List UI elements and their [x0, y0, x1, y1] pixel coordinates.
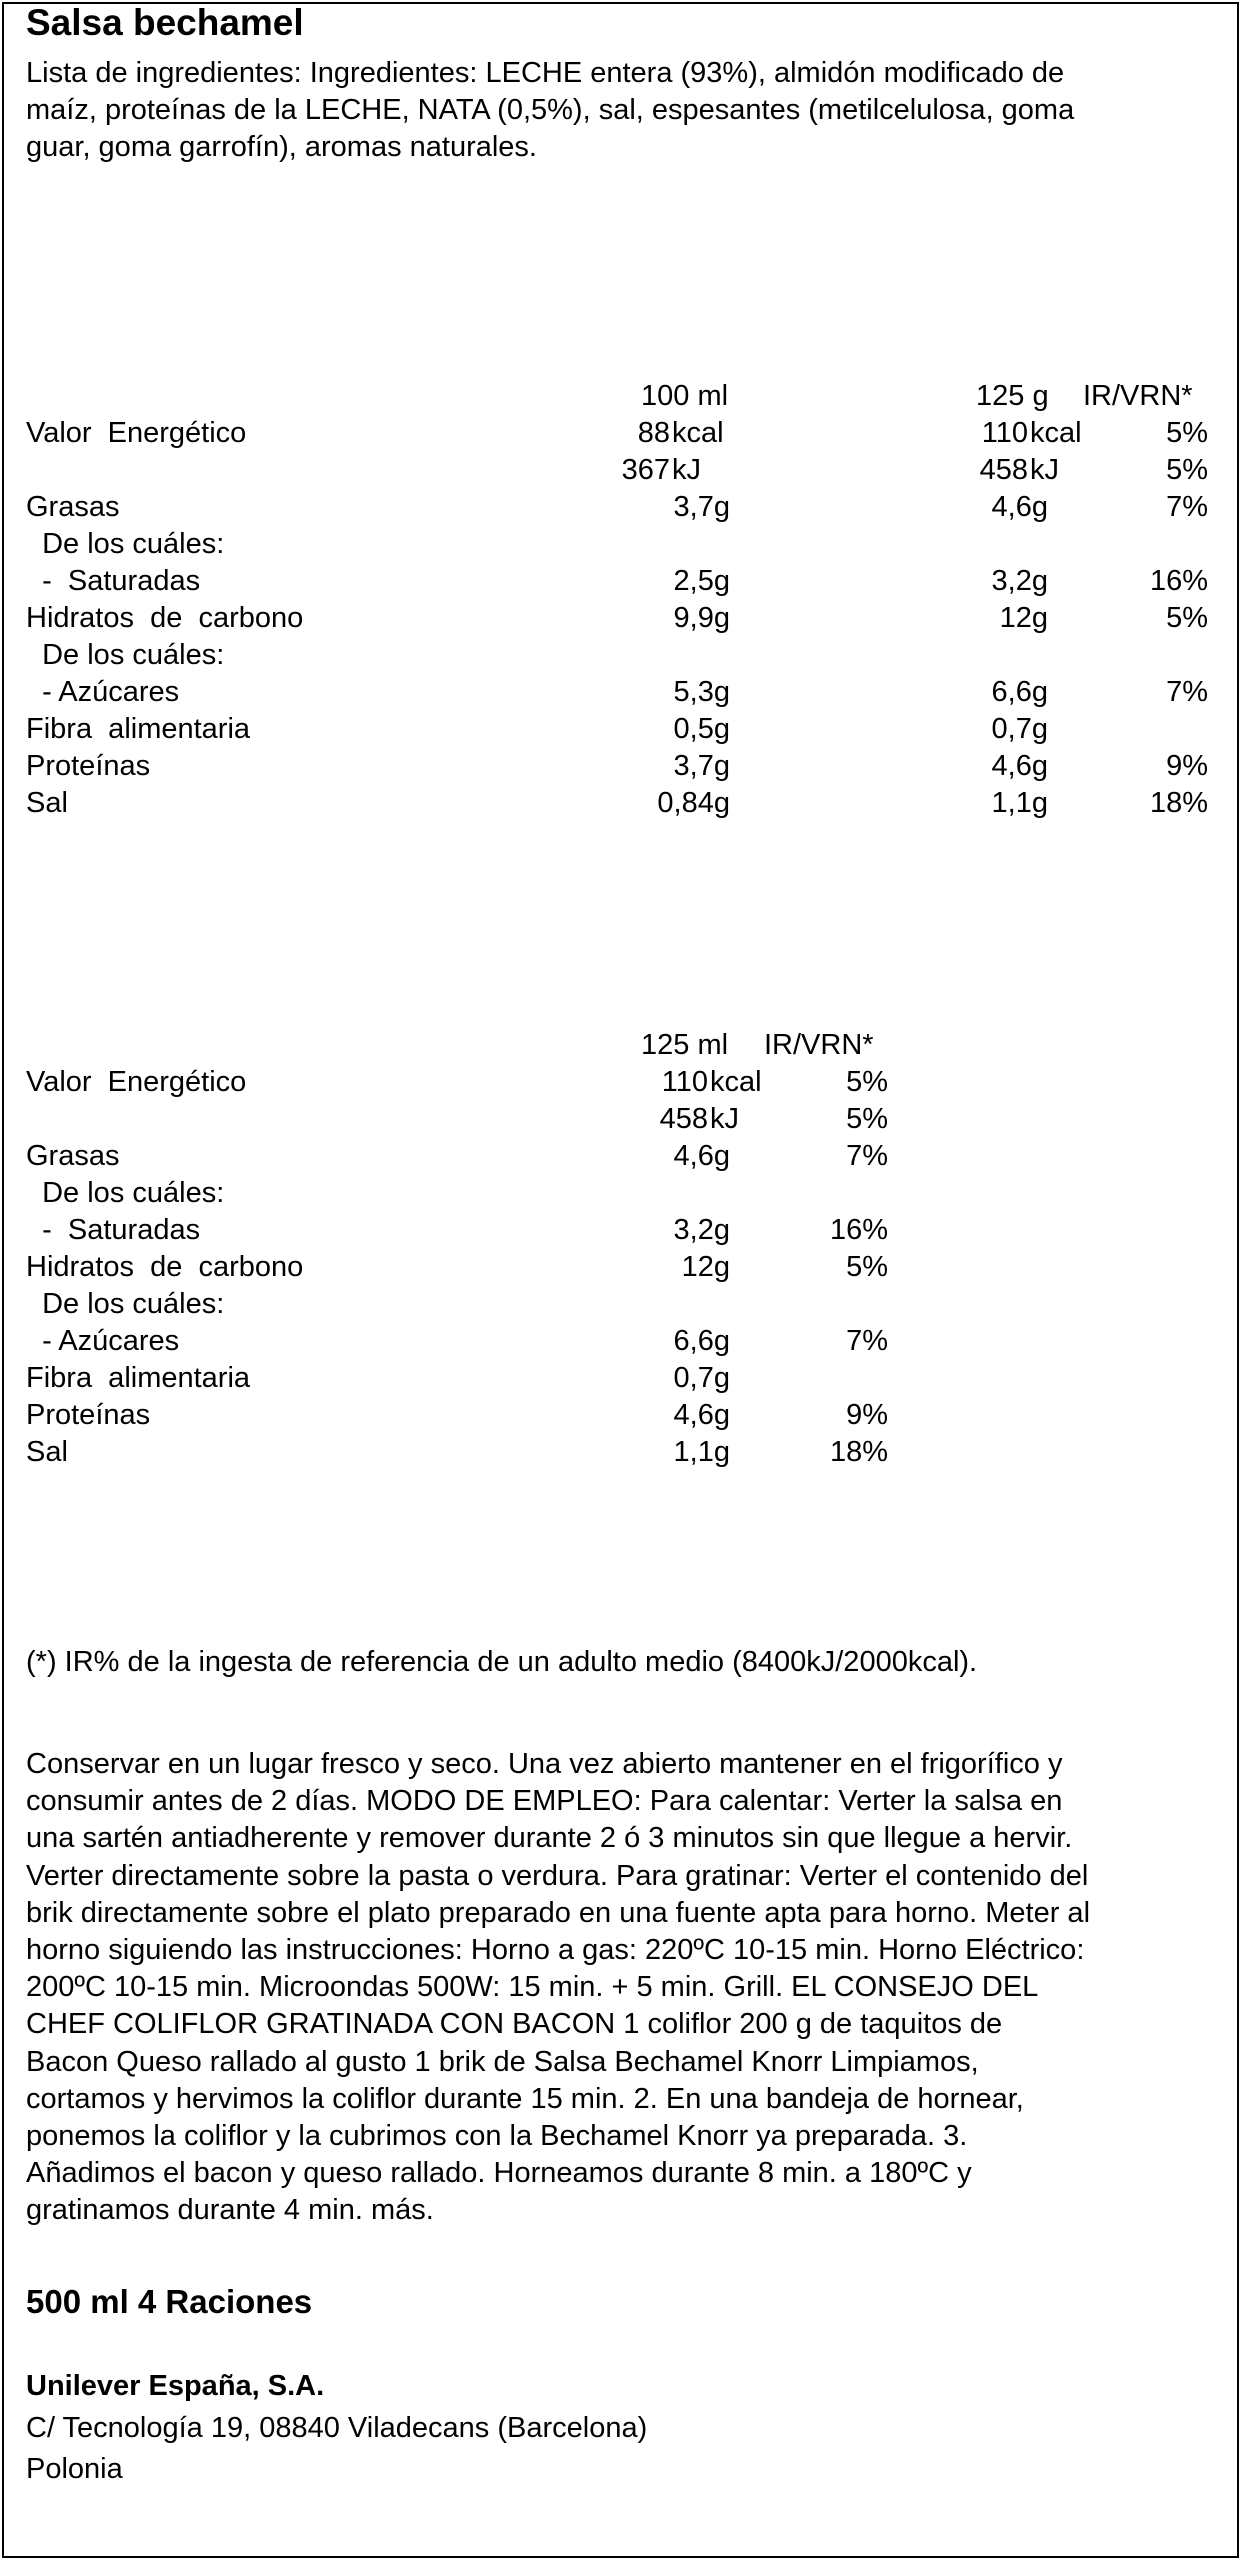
storage-and-usage-instructions	[26, 1746, 1216, 2230]
instructions-line: 200ºC 10-15 min. Microondas 500W: 15 min. + 5 min. Grill. EL CONSEJO DEL	[26, 1971, 1039, 2004]
ingredients-list	[26, 55, 1216, 167]
t1-value-100ml: 3,7g	[673, 491, 730, 523]
t1-value-125g: 1,1g	[991, 787, 1048, 819]
instructions-line: una sartén antiadherente y remover durante 2 ó 3 minutos sin que llegue a hervir.	[26, 1822, 1073, 1855]
t1-row-label: De los cuáles:	[26, 639, 225, 671]
t2-row-label: Fibra alimentaria	[26, 1362, 251, 1394]
net-quantity: 500 ml 4 Raciones	[26, 2283, 313, 2320]
t2-value-125ml: 110	[661, 1066, 708, 1098]
company-name: Unilever España, S.A.	[26, 2370, 325, 2402]
t1-row-label: Fibra alimentaria	[26, 713, 251, 745]
t1-row-label: Valor Energético	[26, 417, 247, 449]
t2-header-irvrn: IR/VRN*	[764, 1029, 874, 1061]
t1-value-100ml: 0,5g	[673, 713, 730, 745]
t2-value-125ml: 12g	[681, 1251, 730, 1283]
t2-ir-value: 9%	[846, 1399, 888, 1431]
t1-value-125g: 4,6g	[991, 750, 1048, 782]
t2-row-label: Hidratos de carbono	[26, 1251, 304, 1283]
instructions-line: horno siguiendo las instrucciones: Horno a gas: 220ºC 10-15 min. Horno Eléctrico:	[26, 1934, 1085, 1967]
t2-value-125ml: 0,7g	[673, 1362, 730, 1394]
t1-row-label: Proteínas	[26, 750, 151, 782]
t1-value-100ml: 367	[621, 454, 670, 486]
t1-row-label: - Saturadas	[26, 565, 201, 597]
instructions-line: ponemos la coliflor y la cubrimos con la Bechamel Knorr ya preparada. 3.	[26, 2120, 968, 2153]
t2-unit-125ml: kcal	[710, 1066, 762, 1098]
t1-row-label: Sal	[26, 787, 68, 819]
instructions-line: Bacon Queso rallado al gusto 1 brik de Salsa Bechamel Knorr Limpiamos,	[26, 2045, 979, 2078]
t1-header-100ml: 100 ml	[641, 380, 729, 412]
t1-unit-125g: kcal	[1030, 417, 1082, 449]
ingredients-line: Lista de ingredientes: Ingredientes: LECHE entera (93%), almidón modificado de	[26, 57, 1065, 89]
t2-unit-125ml: kJ	[710, 1103, 739, 1135]
t1-value-125g: 6,6g	[991, 676, 1048, 708]
t1-value-100ml: 2,5g	[673, 565, 730, 597]
t1-ir-value: 18%	[1149, 787, 1208, 819]
ingredients-line: maíz, proteínas de la LECHE, NATA (0,5%), sal, espesantes (metilcelulosa, goma	[26, 94, 1075, 127]
t2-ir-value: 5%	[846, 1251, 888, 1283]
t1-value-125g: 458	[979, 454, 1028, 486]
t1-value-100ml: 0,84g	[657, 787, 730, 819]
product-title: Salsa bechamel	[26, 2, 304, 43]
t1-row-label: Grasas	[26, 491, 120, 523]
t1-value-100ml: 3,7g	[673, 750, 730, 782]
instructions-line: Añadimos el bacon y queso rallado. Horneamos durante 8 min. a 180ºC y	[26, 2157, 972, 2190]
t1-value-100ml: 88	[637, 417, 670, 449]
t2-row-label: Proteínas	[26, 1399, 151, 1431]
t1-ir-value: 5%	[1166, 417, 1208, 449]
t1-value-100ml: 9,9g	[673, 602, 730, 634]
t2-value-125ml: 3,2g	[673, 1214, 730, 1246]
t2-row-label: De los cuáles:	[26, 1288, 225, 1320]
t2-value-125ml: 1,1g	[673, 1436, 730, 1468]
t2-ir-value: 7%	[846, 1140, 888, 1172]
instructions-line: Conservar en un lugar fresco y seco. Una vez abierto mantener en el frigorífico y	[26, 1748, 1063, 1780]
t1-value-125g: 0,7g	[991, 713, 1048, 745]
instructions-line: Verter directamente sobre la pasta o verdura. Para gratinar: Verter el contenido del	[26, 1859, 1089, 1892]
t1-ir-value: 9%	[1166, 750, 1208, 782]
t1-row-label: De los cuáles:	[26, 528, 225, 560]
t2-row-label: Grasas	[26, 1140, 120, 1172]
t2-ir-value: 7%	[846, 1325, 888, 1357]
t1-unit-100ml: kJ	[672, 454, 701, 486]
t1-value-125g: 4,6g	[991, 491, 1048, 523]
t2-row-label: Valor Energético	[26, 1066, 247, 1098]
t2-ir-value: 5%	[846, 1103, 888, 1135]
t1-value-125g: 110	[981, 417, 1028, 449]
t1-ir-value: 16%	[1149, 565, 1208, 597]
t2-ir-value: 5%	[846, 1066, 888, 1098]
t1-ir-value: 5%	[1166, 602, 1208, 634]
t1-ir-value: 7%	[1166, 491, 1208, 523]
t1-ir-value: 7%	[1166, 676, 1208, 708]
instructions-line: consumir antes de 2 días. MODO DE EMPLEO: Para calentar: Verter la salsa en	[26, 1785, 1063, 1818]
instructions-line: cortamos y hervimos la coliflor durante 15 min. 2. En una bandeja de hornear,	[26, 2082, 1024, 2115]
t1-header-irvrn: IR/VRN*	[1083, 380, 1193, 412]
instructions-line: CHEF COLIFLOR GRATINADA CON BACON 1 coliflor 200 g de taquitos de	[26, 2008, 1003, 2041]
t1-value-125g: 3,2g	[991, 565, 1048, 597]
t2-ir-value: 18%	[829, 1436, 888, 1468]
t2-row-label: Sal	[26, 1436, 68, 1468]
t2-row-label: - Saturadas	[26, 1214, 201, 1246]
t2-row-label: - Azúcares	[26, 1325, 180, 1357]
t2-ir-value: 16%	[829, 1214, 888, 1246]
t2-value-125ml: 4,6g	[673, 1140, 730, 1172]
t1-row-label: Hidratos de carbono	[26, 602, 304, 634]
t1-unit-100ml: kcal	[672, 417, 724, 449]
t1-row-label: - Azúcares	[26, 676, 180, 708]
t2-row-label: De los cuáles:	[26, 1177, 225, 1209]
t1-ir-value: 5%	[1166, 454, 1208, 486]
t1-value-125g: 12g	[999, 602, 1048, 634]
ingredients-line: guar, goma garrofín), aromas naturales.	[26, 131, 537, 164]
t2-header-125ml: 125 ml	[641, 1029, 729, 1061]
t1-value-100ml: 5,3g	[673, 676, 730, 708]
t1-header-125g: 125 g	[976, 380, 1049, 412]
instructions-line: brik directamente sobre el plato preparado en una fuente apta para horno. Meter al	[26, 1896, 1091, 1929]
t1-unit-125g: kJ	[1030, 454, 1059, 486]
company-address: C/ Tecnología 19, 08840 Viladecans (Barcelona)	[26, 2412, 648, 2444]
instructions-line: gratinamos durante 4 min. más.	[26, 2194, 434, 2227]
reference-intake-footnote: (*) IR% de la ingesta de referencia de un adulto medio (8400kJ/2000kcal).	[26, 1646, 978, 1678]
t2-value-125ml: 458	[659, 1103, 708, 1135]
t2-value-125ml: 4,6g	[673, 1399, 730, 1431]
country-of-origin: Polonia	[26, 2453, 123, 2485]
t2-value-125ml: 6,6g	[673, 1325, 730, 1357]
